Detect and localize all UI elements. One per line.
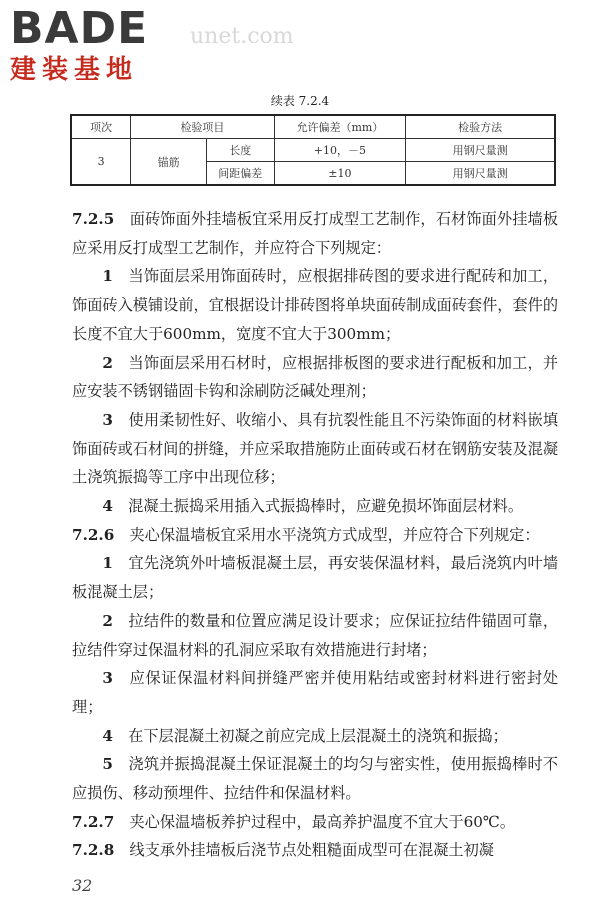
header-cell: 项次	[71, 115, 131, 139]
clause-number: 7.2.5	[72, 210, 115, 228]
clause-text: 面砖饰面外挂墙板宜采用反打成型工艺制作，石材饰面外挂墙板应采用反打成型工艺制作，并应符合下列规定：	[72, 210, 559, 257]
header-cell: 检验方法	[406, 115, 555, 139]
list-item: 4 混凝土振捣采用插入式振捣棒时，应避免损坏饰面层材料。	[102, 497, 524, 516]
header-cell: 允许偏差（mm）	[274, 115, 406, 139]
logo-sub-text: 建装基地	[10, 55, 139, 85]
list-item: 2 拉结件的数量和位置应满足设计要求；应保证拉结件锚固可靠，拉结件穿过保温材料的孔洞应采取有效措施进行封堵；	[72, 611, 559, 659]
table-cell: 锚筋	[131, 139, 207, 186]
table-row	[71, 139, 555, 162]
table-cell: 用钢尺量测	[406, 162, 555, 186]
table-cell: +10，－5	[274, 139, 406, 162]
clause-text: 夹心保温墙板宜采用水平浇筑方式成型，并应符合下列规定：	[129, 525, 540, 544]
clause-7-2-7	[72, 808, 558, 837]
clause-number: 7.2.6	[72, 525, 115, 544]
list-item: 4 在下层混凝土初凝之前应完成上层混凝土的浇筑和振捣；	[102, 726, 508, 745]
document-body	[72, 205, 558, 865]
page-number: 32	[72, 876, 93, 895]
table-cell: 3	[71, 139, 131, 186]
inspection-table	[70, 114, 556, 186]
table-caption: 续表 7.2.4	[270, 94, 330, 108]
table-cell: 用钢尺量测	[406, 139, 555, 162]
list-item: 2 当饰面层采用石材时，应根据排板图的要求进行配板和加工，并应安装不锈钢锚固卡钩和涂刷防泛碱处理剂；	[72, 353, 559, 401]
clause-text: 夹心保温墙板养护过程中，最高养护温度不宜大于60℃。	[129, 812, 516, 831]
bade-logo	[10, 4, 148, 86]
clause-text: 线支承外挂墙板后浇节点处粗糙面成型可在混凝土初凝	[129, 841, 494, 860]
logo-brand-text: BADE	[10, 3, 149, 54]
list-item: 1 宜先浇筑外叶墙板混凝土层，再安装保温材料，最后浇筑内叶墙板混凝土层；	[72, 554, 559, 602]
watermark: unet.com	[190, 24, 294, 49]
list-item: 3 使用柔韧性好、收缩小、具有抗裂性能且不污染饰面的材料嵌填饰面砖或石材间的拼缝，并应采取措施防止面砖或石材在钢筋安装及混凝土浇筑振捣等工序中出现位移；	[72, 410, 559, 487]
clause-number: 7.2.8	[72, 841, 115, 860]
clause-number: 7.2.7	[72, 812, 115, 831]
clause-7-2-8	[72, 836, 558, 865]
table-cell: 长度	[206, 139, 274, 162]
clause-7-2-6	[72, 521, 558, 550]
table-cell: 间距偏差	[206, 162, 274, 186]
table-cell: ±10	[274, 162, 406, 186]
list-item: 1 当饰面层采用饰面砖时，应根据排砖图的要求进行配砖和加工，饰面砖入模铺设前，宜根据设计排砖图将单块面砖制成面砖套件，套件的长度不宜大于600mm，宽度不宜大于300mm；	[72, 267, 559, 343]
list-item: 5 浇筑并振捣混凝土保证混凝土的均匀与密实性，使用振捣棒时不应损伤、移动预埋件、拉结件和保温材料。	[72, 755, 559, 803]
list-item: 3 应保证保温材料间拼缝严密并使用粘结或密封材料进行密封处理；	[72, 669, 559, 716]
table-header-row	[71, 115, 555, 139]
clause-7-2-5	[72, 205, 558, 262]
header-cell: 检验项目	[131, 115, 274, 139]
